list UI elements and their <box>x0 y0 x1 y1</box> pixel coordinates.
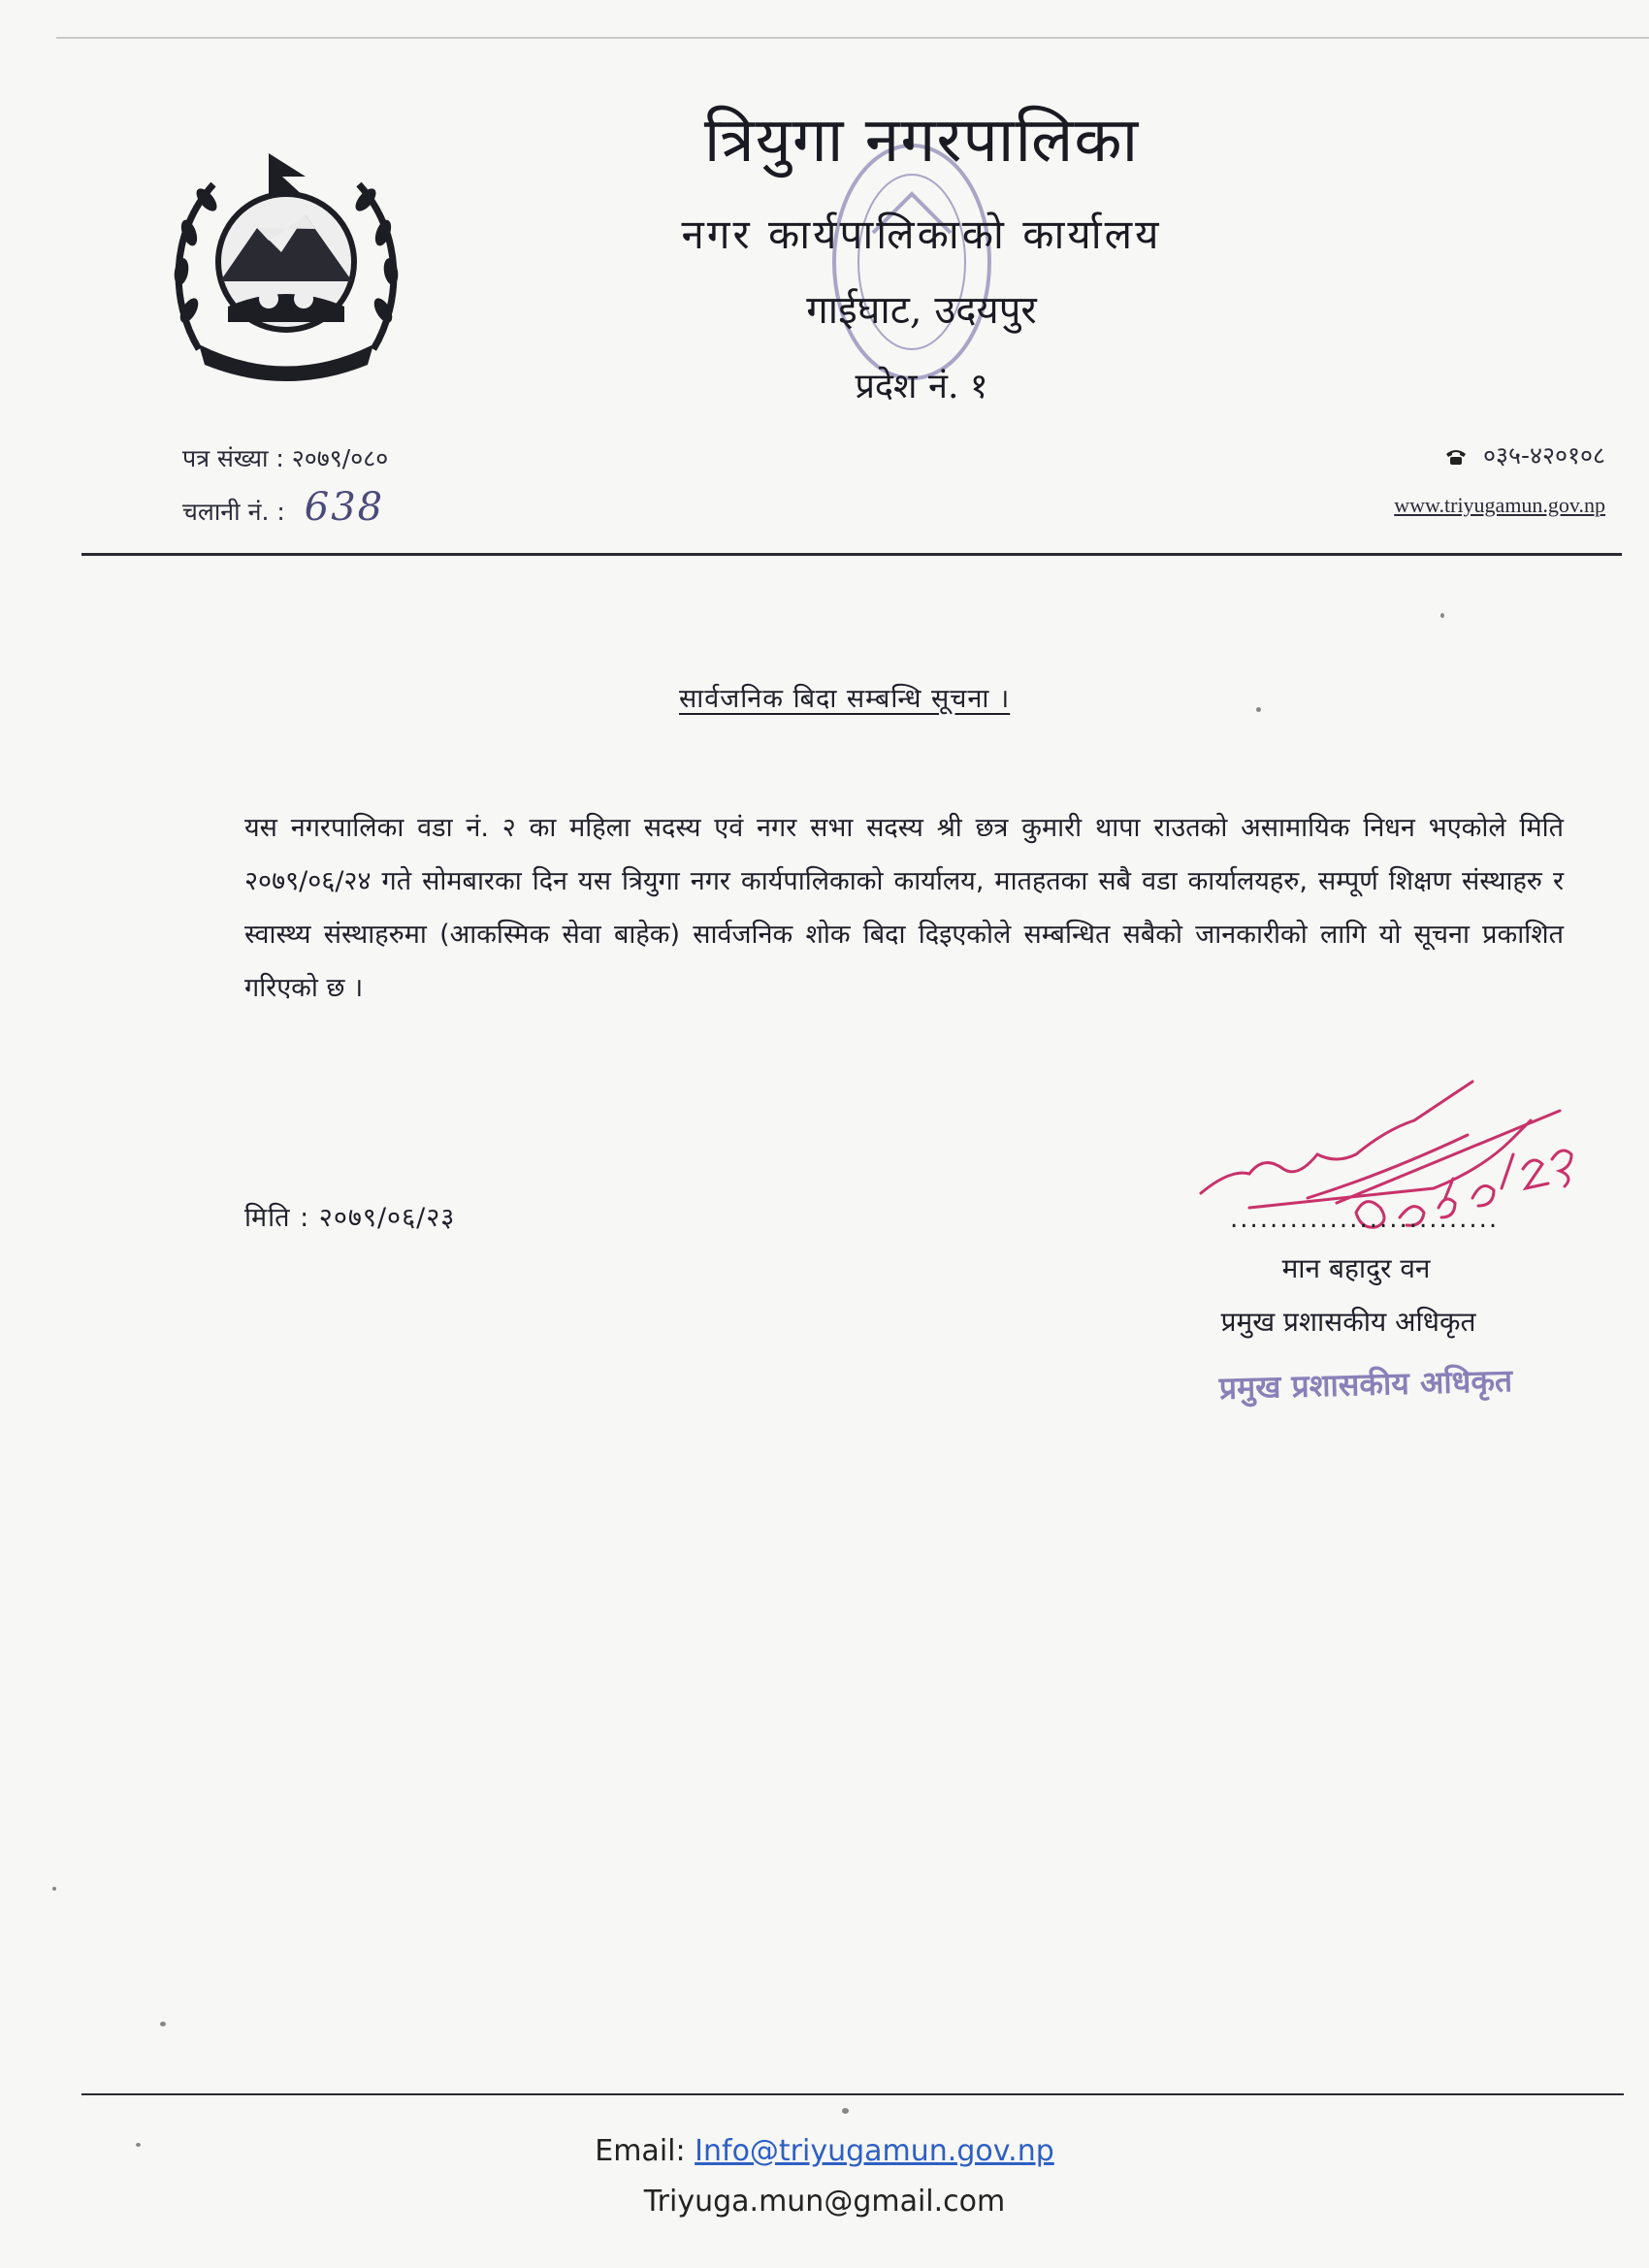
scan-speck <box>136 2143 141 2147</box>
scan-speck <box>1440 613 1444 618</box>
footer-gmail[interactable]: Triyuga.mun@gmail.com <box>643 2185 1006 2219</box>
notice-date <box>244 1198 455 1234</box>
date-label: मिति : <box>244 1203 310 1233</box>
signer-designation: प्रमुख प्रशासकीय अधिकृत <box>1220 1306 1476 1338</box>
scan-edge-line <box>56 37 1649 39</box>
scan-speck <box>160 2022 166 2026</box>
signature-dotted-line: ........................... <box>1230 1205 1500 1234</box>
municipality-title: त्रियुगा नगरपालिका <box>703 105 1140 177</box>
letter-number-value: २०७९/०८० <box>291 444 389 472</box>
nepal-emblem-icon <box>160 136 412 388</box>
office-title: नगर कार्यपालिकाको कार्यालय <box>681 211 1162 258</box>
website-link[interactable]: www.triyugamun.gov.np <box>1394 493 1605 517</box>
scan-speck <box>1256 707 1261 712</box>
date-value: २०७९/०६/२३ <box>318 1203 456 1233</box>
contact-block <box>1394 432 1605 530</box>
telephone-icon <box>1444 448 1468 466</box>
dispatch-number-row <box>182 483 388 536</box>
letter-number-row <box>182 435 388 483</box>
province-label: प्रदेश नं. १ <box>855 367 988 406</box>
email-label: Email: <box>595 2134 686 2168</box>
letter-number-label: पत्र संख्या : <box>182 444 284 472</box>
scan-speck <box>52 1887 56 1891</box>
dispatch-number-value: 638 <box>304 485 385 530</box>
footer-email-row <box>0 2134 1649 2168</box>
dispatch-number-label: चलानी नं. : <box>182 498 285 526</box>
header-divider <box>81 553 1622 556</box>
phone-number: ०३५-४२०१०८ <box>1482 441 1605 470</box>
scan-speck <box>842 2108 849 2114</box>
notice-body: यस नगरपालिका वडा नं. २ का महिला सदस्य एवं नगर सभा सदस्य श्री छत्र कुमारी थापा राउतको असामायिक निधन भएकोले मिति २०७९/०६/२४ गते सोमबारका दिन यस त्रियुगा नगर कार्यपालिकाको कार्यालय, मातहतका सबै वडा कार्यालयहरु, सम्पूर्ण शिक्षण संस्थाहरु र स्वास्थ्य संस्थाहरुमा (आकस्मिक सेवा बाहेक) सार्वजनिक शोक बिदा दिइएकोले सम्बन्धित सबैको जानकारीको लागि यो सूचना प्रकाशित गरिएको छ । <box>244 813 1564 1003</box>
email-link[interactable]: Info@triyugamun.gov.np <box>695 2134 1054 2168</box>
office-location: गाईघाट, उदयपुर <box>806 288 1037 333</box>
phone-row <box>1394 432 1605 480</box>
website-row <box>1394 480 1605 530</box>
designation-stamp: प्रमुख प्रशासकीय अधिकृत <box>1218 1362 1513 1407</box>
notice-title: सार्वजनिक बिदा सम्बन्धि सूचना । <box>679 684 1011 714</box>
footer-divider <box>81 2093 1624 2095</box>
reference-block <box>182 435 388 536</box>
signer-name: मान बहादुर वन <box>1281 1252 1431 1284</box>
